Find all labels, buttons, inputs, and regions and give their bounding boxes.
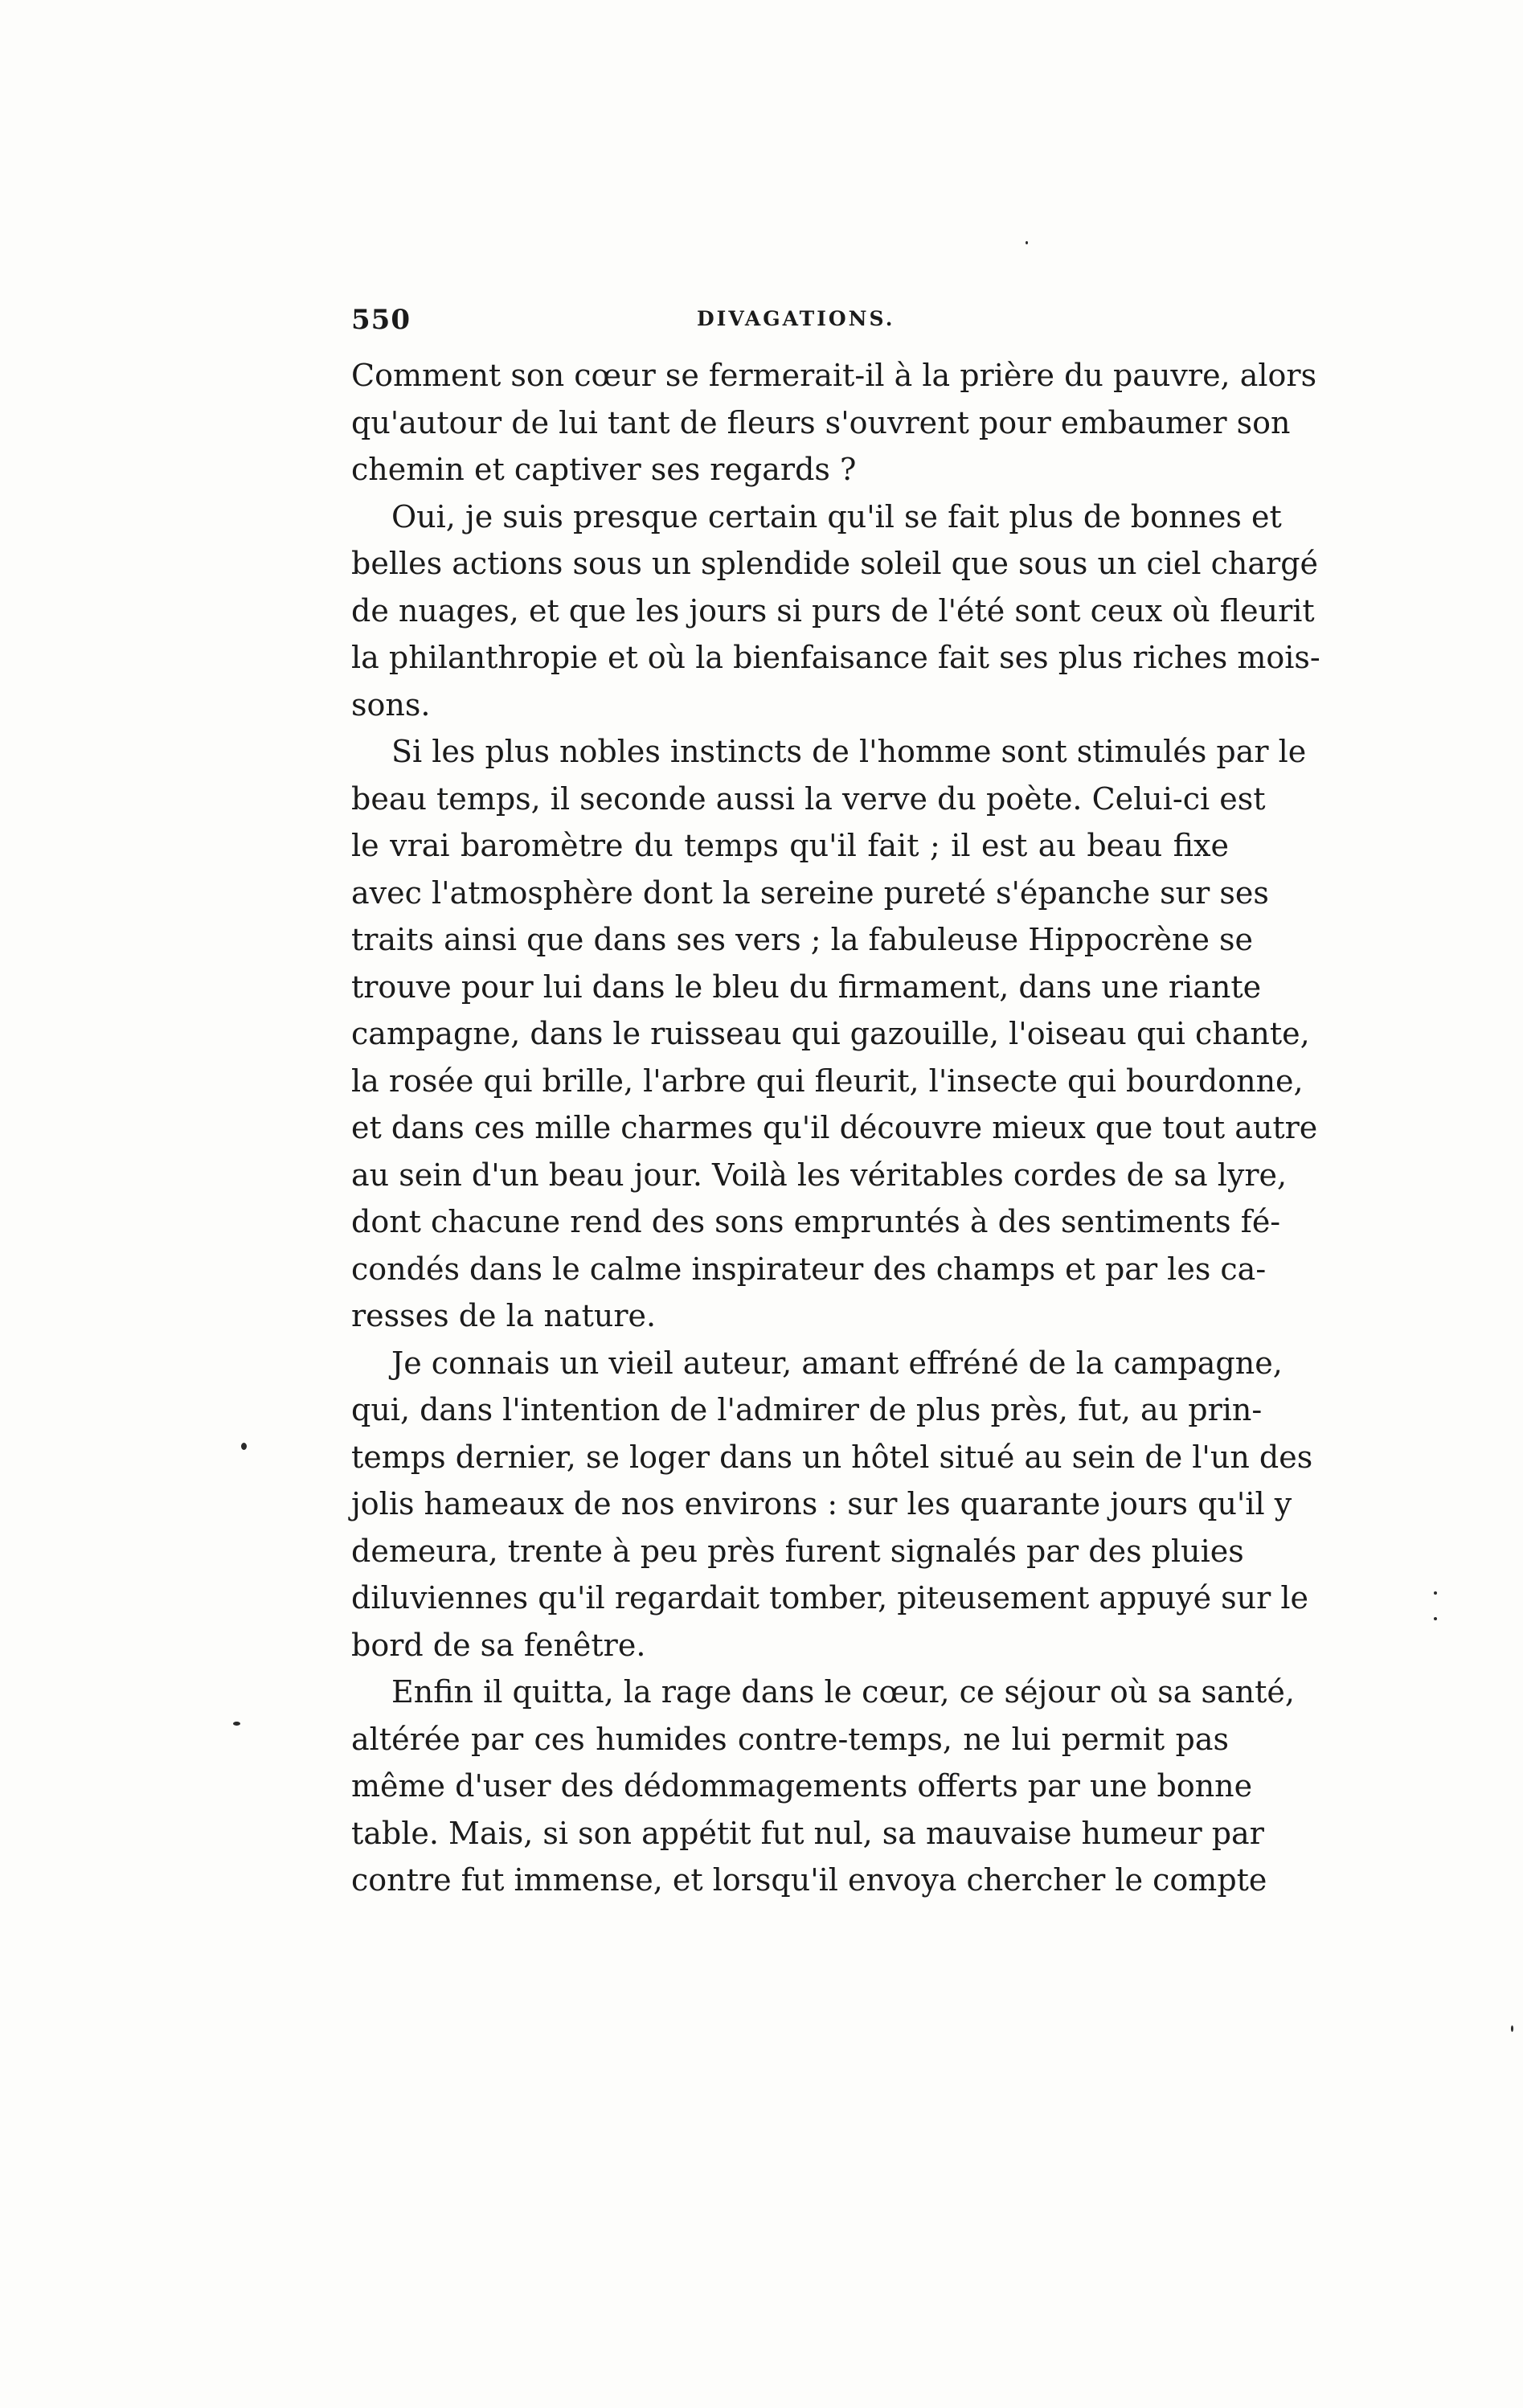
- text-line: beau temps, il seconde aussi la verve du poète. Celui-ci est: [351, 780, 1266, 817]
- text-line: jolis hameaux de nos environs : sur les quarante jours qu'il y: [351, 1486, 1292, 1521]
- text-line: Comment son cœur se fermerait-il à la prière du pauvre, alors: [351, 358, 1317, 393]
- text-line: campagne, dans le ruisseau qui gazouille, l'oiseau qui chante,: [351, 1016, 1310, 1051]
- scan-speck: [1511, 2025, 1513, 2032]
- text-line: trouve pour lui dans le bleu du firmament, dans une riante: [351, 969, 1262, 1005]
- text-line: demeura, trente à peu près furent signalés par des pluies: [351, 1533, 1244, 1569]
- paragraph-start-line: Enfin il quitta, la rage dans le cœur, ce séjour où sa santé,: [391, 1674, 1295, 1710]
- text-line: condés dans le calme inspirateur des champs et par les ca-: [351, 1251, 1267, 1287]
- paragraph-start-line: Si les plus nobles instincts de l'homme sont stimulés par le: [391, 734, 1307, 769]
- text-line: chemin et captiver ses regards ?: [351, 452, 857, 487]
- text-line: bord de sa fenêtre.: [351, 1627, 646, 1663]
- text-line: sons.: [351, 686, 431, 723]
- text-line: la philanthropie et où la bienfaisance fait ses plus riches mois-: [351, 640, 1320, 675]
- text-line: dont chacune rend des sons empruntés à des sentiments fé-: [351, 1204, 1281, 1239]
- running-title: DIVAGATIONS.: [697, 307, 895, 330]
- text-line: qui, dans l'intention de l'admirer de plus près, fut, au prin-: [351, 1392, 1263, 1427]
- text-line: la rosée qui brille, l'arbre qui fleurit, l'insecte qui bourdonne,: [351, 1063, 1304, 1099]
- text-line: altérée par ces humides contre-temps, ne lui permit pas: [351, 1721, 1229, 1757]
- text-line: temps dernier, se loger dans un hôtel situé au sein de l'un des: [351, 1439, 1313, 1475]
- text-line: au sein d'un beau jour. Voilà les véritables cordes de sa lyre,: [351, 1157, 1288, 1193]
- scan-speck: [1434, 1591, 1437, 1595]
- text-line: qu'autour de lui tant de fleurs s'ouvrent pour embaumer son: [351, 404, 1291, 440]
- text-line: traits ainsi que dans ses vers ; la fabuleuse Hippocrène se: [351, 922, 1254, 957]
- paragraph-start-line: Je connais un vieil auteur, amant effréné de la campagne,: [391, 1345, 1283, 1381]
- scan-speck: [1026, 241, 1028, 244]
- body-text: [351, 352, 1320, 1904]
- scan-speck: [1434, 1617, 1437, 1620]
- text-line: le vrai baromètre du temps qu'il fait ; il est au beau fixe: [351, 828, 1229, 863]
- scan-speck: [241, 1443, 247, 1450]
- page-header: [351, 304, 1223, 344]
- text-line: contre fut immense, et lorsqu'il envoya chercher le compte: [351, 1862, 1267, 1898]
- text-line: de nuages, et que les jours si purs de l'été sont ceux où fleurit: [351, 592, 1315, 629]
- text-line: et dans ces mille charmes qu'il découvre mieux que tout autre: [351, 1110, 1318, 1145]
- text-line: avec l'atmosphère dont la sereine pureté s'épanche sur ses: [351, 874, 1269, 911]
- scan-speck: [233, 1722, 240, 1726]
- text-line: belles actions sous un splendide soleil que sous un ciel chargé: [351, 546, 1319, 581]
- text-line: diluviennes qu'il regardait tomber, piteusement appuyé sur le: [351, 1580, 1309, 1616]
- page-number: 550: [351, 304, 411, 336]
- text-line: resses de la nature.: [351, 1298, 657, 1333]
- text-line: même d'user des dédommagements offerts par une bonne: [351, 1768, 1253, 1804]
- paragraph-start-line: Oui, je suis presque certain qu'il se fait plus de bonnes et: [391, 498, 1282, 534]
- text-line: table. Mais, si son appétit fut nul, sa mauvaise humeur par: [351, 1815, 1264, 1851]
